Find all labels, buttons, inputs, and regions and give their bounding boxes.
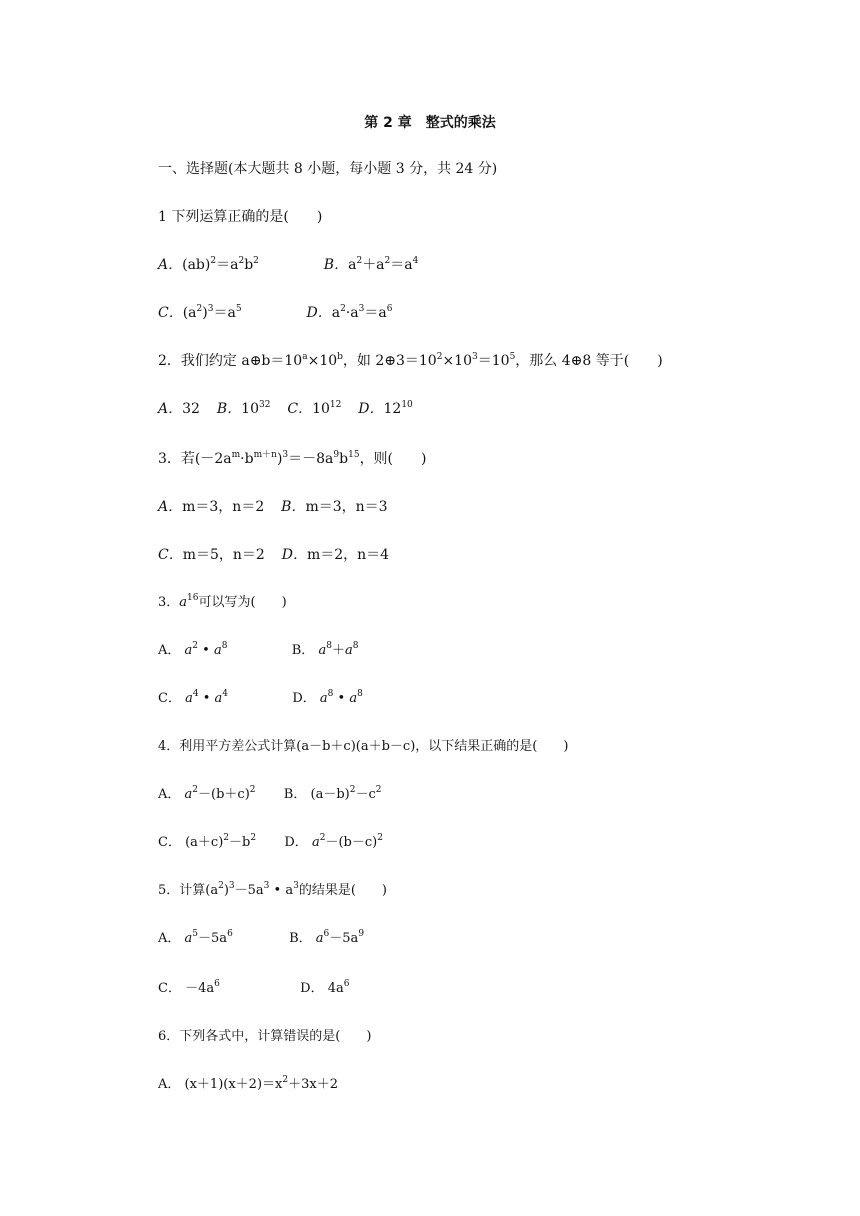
chapter-title: 第 2 章 整式的乘法: [364, 115, 496, 131]
question-3b-stem: 3．$a^{16}$可以写为( ): [158, 593, 287, 610]
question-5-stem: 5．计算$(a^2)^3-5a^3$ • $a^3$的结果是( ): [158, 881, 387, 898]
question-3-options-ab: A．m＝3，n＝2 B．m＝3，n＝3: [158, 499, 388, 515]
question-1-stem: 1 下列运算正确的是( ): [158, 209, 323, 225]
question-5-options-cd: C． $-4a^6$ D． $4a^6$: [158, 979, 350, 996]
question-1-options-ab: A．$(ab)^2=a^2b^2$ B．$a^2+a^2=a^4$: [158, 256, 419, 273]
question-1-options-cd: C．$(a^2)^3=a^5$ D．$a^2\cdot a^3=a^6$: [158, 304, 393, 321]
question-3b-options-ab: A． $a^2$ • $a^8$ B． $a^8+a^8$: [158, 641, 359, 658]
option-a-label: A．: [158, 257, 183, 273]
question-2-stem: 2．我们约定 $a\oplus b=10^a\times 10^b$，如 $2\oplus 3=10^2\times 10^3=10^5$，那么 4⊕8 等于( ): [158, 352, 663, 369]
question-3-options-cd: C．m＝5，n＝2 D．m＝2，n＝4: [158, 547, 390, 563]
option-d-label: D．: [306, 305, 332, 321]
option-b-label: B．: [323, 257, 349, 273]
question-6-stem: 6．下列各式中，计算错误的是( ): [158, 1029, 372, 1044]
question-4-stem: 4．利用平方差公式计算(a－b＋c)(a＋b－c)，以下结果正确的是( ): [158, 739, 569, 754]
question-6-option-a: A． $(x+1)(x+2)=x^2+3x+2$: [158, 1075, 338, 1092]
option-c-label: C．: [158, 305, 183, 321]
question-5-options-ab: A． $a^5-5a^6$ B． $a^6-5a^9$: [158, 929, 365, 946]
section-heading: 一、选择题(本大题共 8 小题，每小题 3 分，共 24 分): [158, 161, 498, 177]
question-3-stem: 3．若$(-2a^m\cdot b^{m+n})^3=-8a^9b^{15}$，则( ): [158, 450, 427, 467]
question-4-options-cd: C． $(a+c)^2-b^2$ D． $a^2-(b-c)^2$: [158, 833, 383, 850]
question-2-options: A．32 B．$10^{32}$ C．$10^{12}$ D．$12^{10}$: [158, 400, 413, 417]
question-4-options-ab: A． $a^2-(b+c)^2$ B． $(a-b)^2-c^2$: [158, 785, 382, 802]
question-3b-options-cd: C． $a^4$ • $a^4$ D． $a^8$ • $a^8$: [158, 689, 363, 706]
